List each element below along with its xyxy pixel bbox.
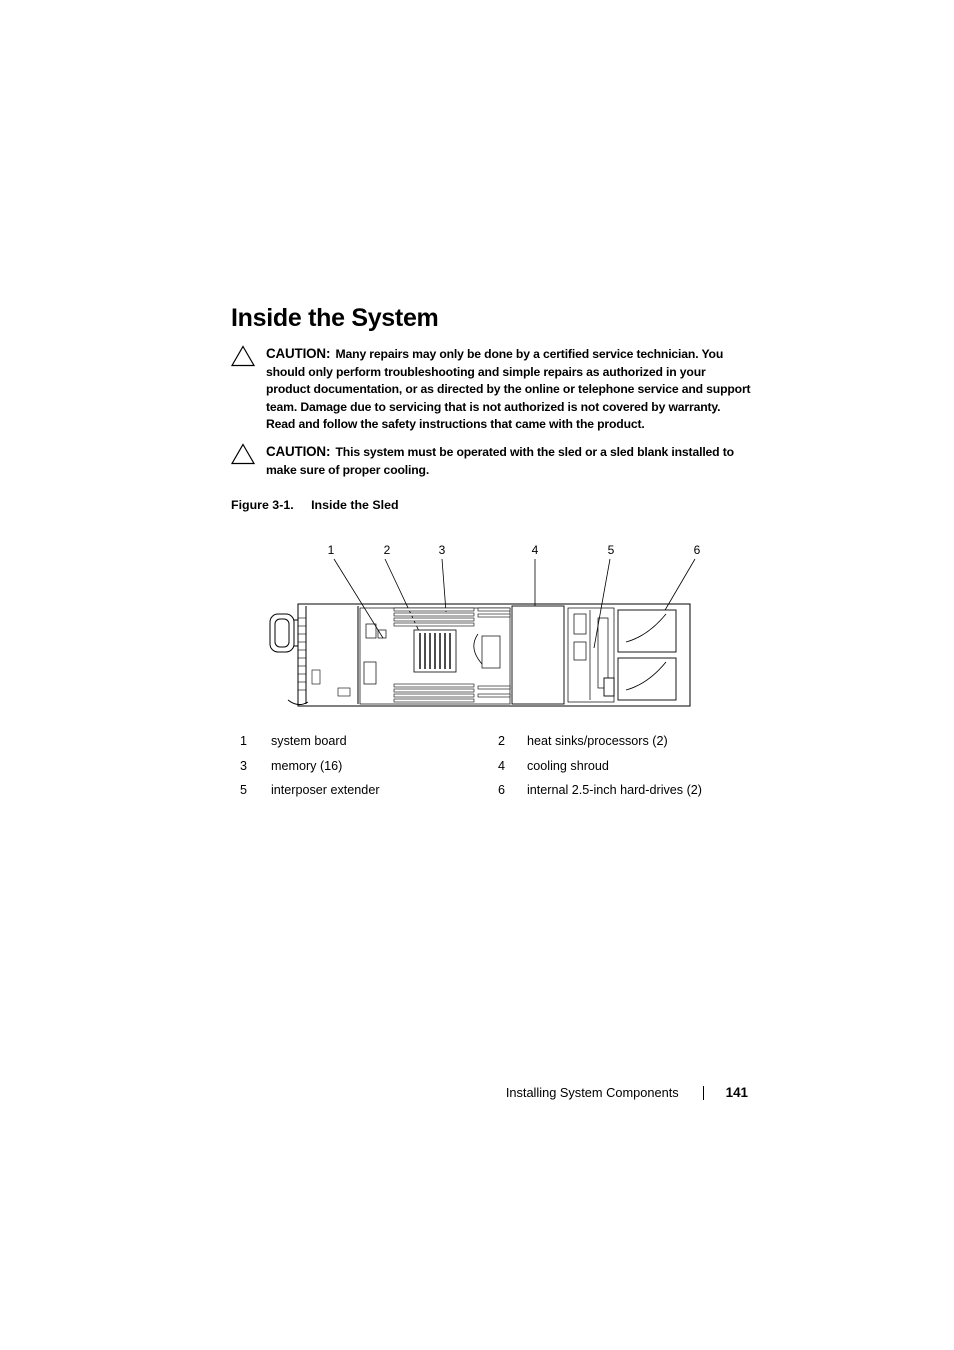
page-number: 141 — [725, 1085, 748, 1100]
callout-4: 4 — [531, 543, 539, 557]
hard-drives — [604, 610, 676, 700]
legend-number: 4 — [498, 758, 506, 773]
callout-2: 2 — [383, 543, 391, 557]
cooling-shroud — [512, 606, 564, 704]
callout-3: 3 — [438, 543, 446, 557]
legend-row — [231, 754, 751, 779]
legend-number: 2 — [498, 734, 506, 749]
legend-number: 5 — [240, 783, 248, 798]
legend-row — [231, 778, 751, 803]
legend-label: cooling shroud — [527, 758, 609, 773]
footer-section-title: Installing System Components — [505, 1085, 679, 1100]
caution-text: Many repairs may only be done by a certified service technician. You should only perform troubleshooting and simple repairs as authorized in your product documentation, or as directed by the online or telephone service and support team. Damage due to servicing that is not authorized is not covered by warranty. Read and follow the safety instructions that came with the product. — [266, 347, 751, 432]
page-title: Inside the System — [231, 304, 439, 332]
footer-divider — [703, 1086, 704, 1100]
figure-legend — [231, 729, 751, 803]
warning-triangle-icon — [231, 345, 255, 367]
sled-illustration — [268, 538, 701, 714]
figure-title: Inside the Sled — [311, 498, 399, 512]
callout-1: 1 — [327, 543, 335, 557]
legend-row — [231, 729, 751, 754]
figure-number: Figure 3-1. — [231, 498, 294, 512]
legend-number: 1 — [240, 734, 248, 749]
legend-label: memory (16) — [271, 758, 343, 773]
legend-number: 3 — [240, 758, 248, 773]
caution-note — [231, 345, 751, 434]
callout-5: 5 — [607, 543, 615, 557]
caution-note — [231, 443, 751, 479]
caution-text: This system must be operated with the sled or a sled blank installed to make sure of proper cooling. — [266, 445, 734, 477]
caution-label: CAUTION: — [266, 346, 331, 361]
figure-caption — [231, 498, 399, 512]
legend-label: system board — [271, 734, 347, 749]
legend-label: internal 2.5-inch hard-drives (2) — [527, 783, 702, 798]
warning-triangle-icon — [231, 443, 255, 465]
legend-label: interposer extender — [271, 783, 380, 798]
caution-label: CAUTION: — [266, 444, 331, 459]
page-footer — [506, 1085, 748, 1100]
legend-label: heat sinks/processors (2) — [527, 734, 668, 749]
heat-sink — [414, 630, 500, 672]
callout-6: 6 — [693, 543, 701, 557]
legend-number: 6 — [498, 783, 506, 798]
